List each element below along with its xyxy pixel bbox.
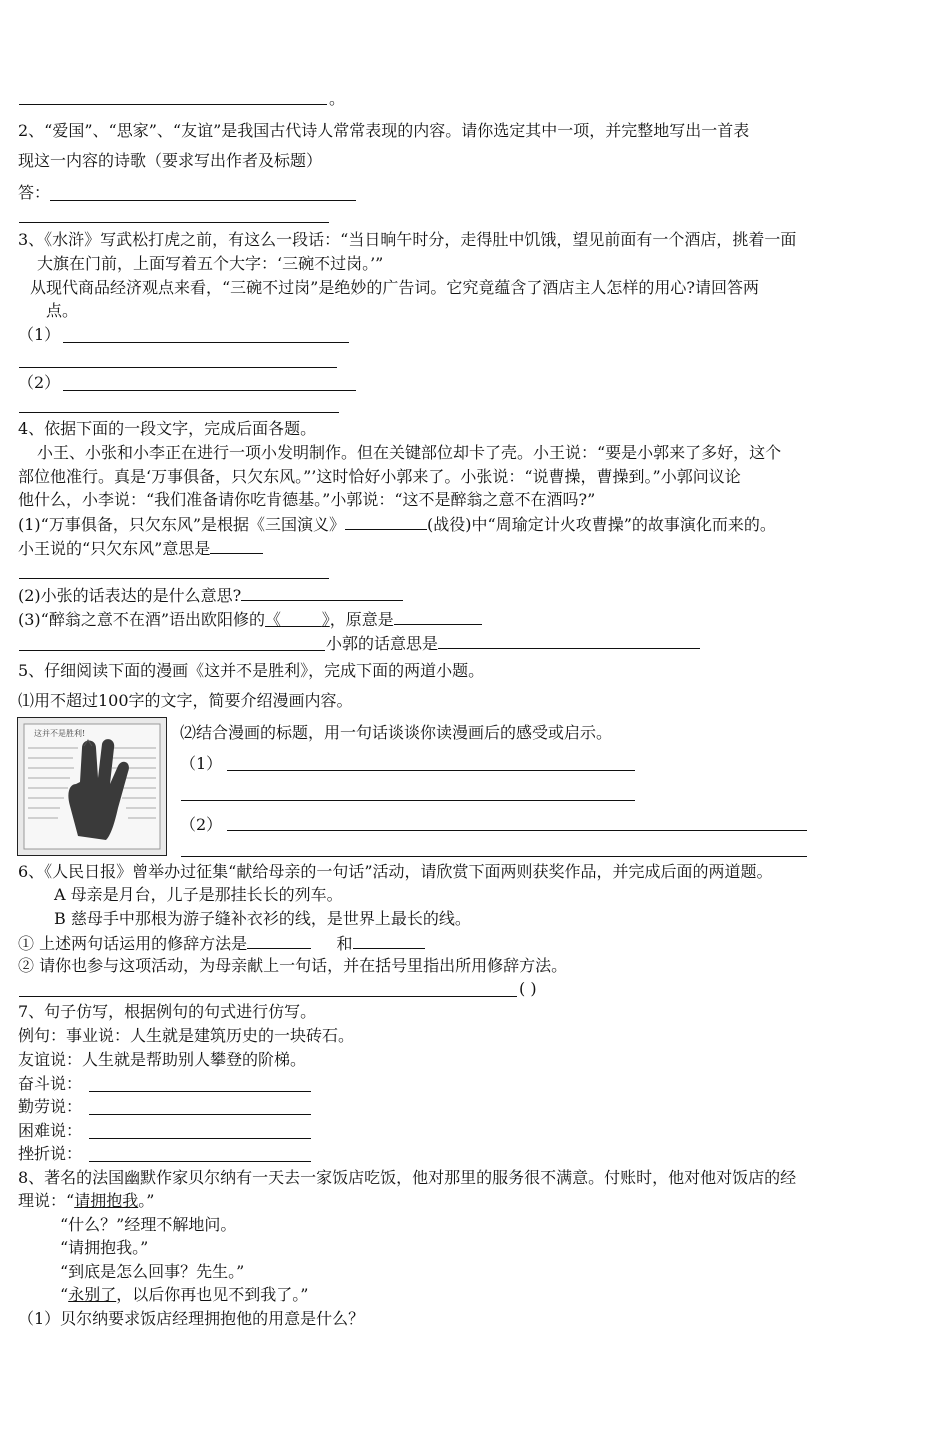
rhetoric-blank-1[interactable] xyxy=(247,932,311,949)
q5-item2-label: （2） xyxy=(180,815,223,834)
q8-dialogue-2: “请拥抱我。” xyxy=(60,1238,149,1257)
q6-rhetoric-paren[interactable]: ( ) xyxy=(519,979,537,998)
q4-para-line2: 部位他准行。真是‘万事俱备，只欠东风。”’这时恰好小郭来了。小张说：“说曹操，曹操到。”小郭问议论 xyxy=(18,467,741,486)
q5-item2-blank[interactable] xyxy=(227,830,807,831)
q4-para-line1: 小王、小张和小李正在进行一项小发明制作。但在关键部位却卡了壳。小王说：“要是小郭来了多好，这个 xyxy=(37,443,782,462)
q7-label-struggle: 奋斗说： xyxy=(18,1074,83,1093)
q8-question-1: （1）贝尔纳要求饭店经理拥抱他的用意是什么？ xyxy=(18,1309,365,1328)
q4-sub2-text: (2)小张的话表达的是什么意思? xyxy=(18,586,242,605)
q7-title: 7、句子仿写，根据例句的句式进行仿写。 xyxy=(18,1002,317,1021)
q5-title: 5、仔细阅读下面的漫画《这并不是胜利》，完成下面的两道小题。 xyxy=(18,661,485,680)
q5-sub1: ⑴用不超过100字的文字，简要介绍漫画内容。 xyxy=(18,691,353,710)
q8-dialogue-1: “什么？”经理不解地问。 xyxy=(60,1215,237,1234)
q3-line4: 点。 xyxy=(46,301,79,320)
q4-sub3-text-a: (3)“醉翁之意不在酒”语出欧阳修的 xyxy=(18,610,266,629)
q3-line2: 大旗在门前，上面写着五个大字：‘三碗不过岗。’” xyxy=(37,254,384,273)
q8-d4-a: “ xyxy=(60,1285,69,1304)
q5-item1-blank-2[interactable] xyxy=(181,800,635,801)
q3-item2-blank-2[interactable] xyxy=(19,412,339,413)
q3-item2-blank[interactable] xyxy=(63,390,356,391)
q4-sub3-guo xyxy=(326,632,700,655)
q4-sub1-text-b: (战役)中“周瑜定计火攻曹操”的故事演化而来的。 xyxy=(427,515,776,534)
east-wind-blank[interactable] xyxy=(210,537,263,554)
q3-item1-label: （1） xyxy=(18,325,61,344)
q4-sub3 xyxy=(18,608,482,631)
q4-sub1-meaning-label: 小王说的“只欠东风”意思是 xyxy=(18,539,211,558)
rhetoric-blank-2[interactable] xyxy=(353,932,425,949)
q8-line2-b: 。” xyxy=(138,1191,155,1210)
q8-underlined-farewell: 永别了 xyxy=(68,1285,117,1304)
q8-line2 xyxy=(18,1190,154,1212)
q7-blank-setback[interactable] xyxy=(89,1161,311,1162)
q8-dialogue-3: “到底是怎么回事？先生。” xyxy=(60,1262,245,1281)
q3-item2-label: （2） xyxy=(18,373,61,392)
original-meaning-blank[interactable] xyxy=(394,608,482,625)
q5-item1-label: （1） xyxy=(180,754,223,773)
q4-sub1-blank-2[interactable] xyxy=(19,578,329,579)
q8-dialogue-4 xyxy=(60,1284,308,1306)
q5-item2-blank-2[interactable] xyxy=(181,856,807,857)
q8-line1: 8、著名的法国幽默作家贝尔纳有一天去一家饭店吃饭，他对那里的服务很不满意。付账时，他对他对饭店的经 xyxy=(18,1168,797,1187)
q2-line2: 现这一内容的诗歌（要求写出作者及标题） xyxy=(18,151,323,170)
q6-example-a: A 母亲是月台，儿子是那挂长长的列车。 xyxy=(54,885,343,904)
q7-example: 例句：事业说：人生就是建筑历史的一块砖石。 xyxy=(18,1026,355,1045)
q7-blank-difficulty[interactable] xyxy=(89,1138,311,1139)
q4-title: 4、依据下面的一段文字，完成后面各题。 xyxy=(18,419,317,438)
q4-sub1-text-a: (1)“万事俱备，只欠东风”是根据《三国演义》 xyxy=(18,515,346,534)
comic-title: 这并不是胜利! xyxy=(34,729,86,738)
q6-example-b: B 慈母手中那根为游子缝补衣衫的线，是世界上最长的线。 xyxy=(54,909,471,928)
q2-answer-blank[interactable] xyxy=(50,200,356,201)
q7-label-setback: 挫折说： xyxy=(18,1144,83,1163)
q7-label-difficulty: 困难说： xyxy=(18,1121,83,1140)
q2-answer-blank-2[interactable] xyxy=(19,222,329,223)
q7-label-diligence: 勤劳说： xyxy=(18,1097,83,1116)
q8-line2-a: 理说：“ xyxy=(18,1191,75,1210)
q6-sub1-text: ① 上述两句话运用的修辞方法是 xyxy=(18,934,248,953)
mother-sentence-blank[interactable] xyxy=(19,996,517,997)
q3-line3: 从现代商品经济观点来看，“三碗不过岗”是绝妙的广告词。它究竟蕴含了酒店主人怎样的用心?请回答两 xyxy=(30,278,759,297)
q6-sub1 xyxy=(18,932,425,955)
q7-friendship: 友谊说：人生就是帮助别人攀登的阶梯。 xyxy=(18,1050,307,1069)
q4-sub2 xyxy=(18,584,403,607)
period-mark: 。 xyxy=(329,89,346,108)
q5-sub2: ⑵结合漫画的标题，用一句话谈谈你读漫画后的感受或启示。 xyxy=(180,723,613,742)
q7-blank-struggle[interactable] xyxy=(89,1091,311,1092)
q8-underlined-hug: 请拥抱我 xyxy=(74,1191,139,1210)
q3-item1-blank[interactable] xyxy=(63,342,349,343)
q8-d4-b: ，以后你再也见不到我了。” xyxy=(116,1285,309,1304)
q4-sub3-text-b: ，原意是 xyxy=(329,610,394,629)
q2-answer-label: 答： xyxy=(18,183,51,202)
q4-sub3-guo-label: 小郭的话意思是 xyxy=(326,634,439,653)
q4-sub1-meaning xyxy=(18,537,263,560)
book-title-blank[interactable]: 《 》 xyxy=(265,610,330,629)
q7-blank-diligence[interactable] xyxy=(89,1114,311,1115)
q6-title: 6、《人民日报》曾举办过征集“献给母亲的一句话”活动，请欣赏下面两则获奖作品，并完成后面的两道题。 xyxy=(18,862,773,881)
q4-para-line3: 他什么，小李说：“我们准备请你吃肯德基。”小郭说：“这不是醉翁之意不在酒吗?” xyxy=(18,490,596,509)
q6-sub1-and: 和 xyxy=(336,934,353,953)
battle-blank[interactable] xyxy=(345,513,427,530)
q4-sub1 xyxy=(18,513,776,536)
original-meaning-blank-2[interactable] xyxy=(19,650,325,651)
q6-sub2: ② 请你也参与这项活动，为母亲献上一句话，并在括号里指出所用修辞方法。 xyxy=(18,956,568,975)
q3-line1: 3、《水浒》写武松打虎之前，有这么一段话：“当日晌午时分，走得肚中饥饿，望见前面有一个酒店，挑着一面 xyxy=(18,230,797,249)
q3-item1-blank-2[interactable] xyxy=(19,367,337,368)
answer-blank[interactable] xyxy=(19,104,327,105)
q2-line1: 2、“爱国”、“思家”、“友谊”是我国古代诗人常常表现的内容。请你选定其中一项，并完整地写出一首表 xyxy=(18,121,750,140)
comic-image xyxy=(17,717,167,856)
guo-meaning-blank[interactable] xyxy=(438,632,700,649)
q5-item1-blank[interactable] xyxy=(227,770,635,771)
q4-sub2-blank[interactable] xyxy=(241,584,403,601)
